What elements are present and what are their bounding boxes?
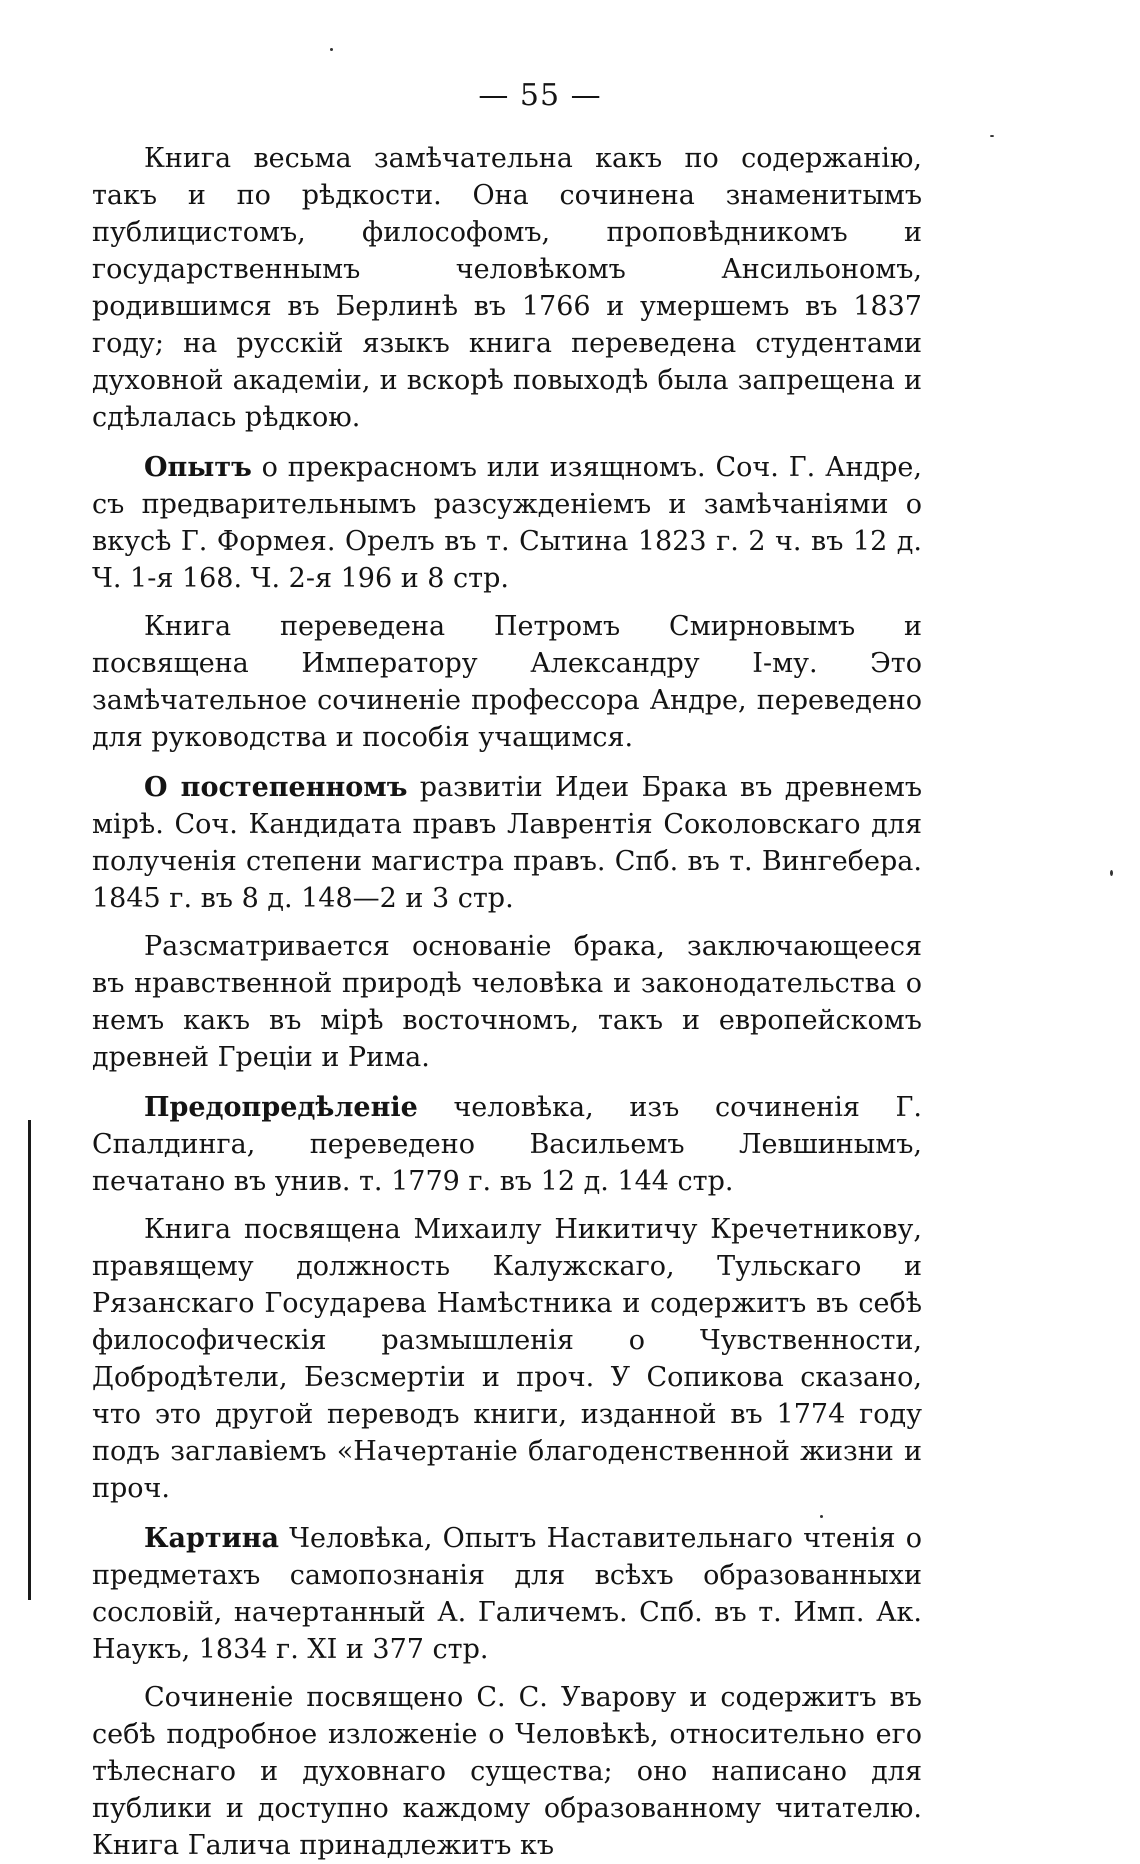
entry-predopredelenie: [92, 1089, 922, 1200]
scan-border-line: [28, 1120, 31, 1600]
entry-o-postepennom: [92, 769, 922, 917]
entry-title-lead: О постепенномъ: [144, 772, 408, 803]
entry-title-lead: Опытъ: [144, 452, 252, 483]
entry-kartina-cheloveka: [92, 1520, 922, 1668]
entry-title-lead: Картина: [144, 1523, 279, 1554]
paragraph-text: Книга переведена Петромъ Смирновымъ и посвящена Императору Александру I-му. Это замѣчательное сочиненіе профессора Андре, переведено для руководства и пособія учащимся.: [92, 611, 922, 753]
scan-speck: [1110, 870, 1113, 876]
page-number: — 55 —: [478, 78, 602, 113]
scan-speck: [330, 48, 333, 51]
entry-text: человѣка, изъ сочиненія Г. Спалдинга, переведено Васильемъ Левшинымъ, печатано въ унив. т. 1779 г. въ 12 д. 144 стр.: [92, 1092, 922, 1197]
paragraph-text: Книга посвящена Михаилу Никитичу Кречетникову, правящему должность Калужскаго, Тульскаго и Рязанскаго Государева Намѣстника и содержитъ въ себѣ философическія размышленія о Чувственности, Добродѣтели, Безсмертіи и проч. У Сопикова сказано, что это другой переводъ книги, изданной въ 1774 году подъ заглавіемъ «Начертаніе благоденственной жизни и проч.: [92, 1214, 922, 1504]
paragraph-andre-note: [92, 608, 922, 756]
paragraph-text: Разсматривается основаніе брака, заключающееся въ нравственной природѣ человѣка и законодательства о немъ какъ въ мірѣ восточномъ, такъ и европейскомъ древней Греціи и Рима.: [92, 931, 922, 1073]
scan-speck: [820, 1515, 823, 1518]
entry-title-lead: Предопредѣленіе: [144, 1092, 418, 1123]
entry-text: о прекрасномъ или изящномъ. Соч. Г. Андре, съ предварительнымъ разсужденіемъ и замѣчаніями о вкусѣ Г. Формея. Орелъ въ т. Сытина 1823 г. 2 ч. въ 12 д. Ч. 1-я 168. Ч. 2-я 196 и 8 стр.: [92, 452, 922, 594]
entry-text: Человѣка, Опытъ Наставительнаго чтенія о предметахъ самопознанія для всѣхъ образованныхи сословій, начертанный А. Галичемъ. Спб. въ т. Имп. Ак. Наукъ, 1834 г. XI и 377 стр.: [92, 1523, 922, 1665]
entry-opyt-o-prekrasnom: [92, 449, 922, 597]
paragraph-text: Сочиненіе посвящено С. С. Уварову и содержитъ въ себѣ подробное изложеніе о Человѣкѣ, относительно его тѣлеснаго и духовнаго существа; оно написано для публики и доступно каждому образованному читателю. Книга Галича принадлежитъ къ: [92, 1682, 922, 1861]
paragraph-uvarov-note: [92, 1679, 922, 1864]
entry-text: развитіи Идеи Брака въ древнемъ мірѣ. Соч. Кандидата правъ Лаврентія Соколовскаго для полученія степени магистра правъ. Спб. въ т. Вингебера. 1845 г. въ 8 д. 148—2 и 3 стр.: [92, 772, 922, 914]
paragraph-krechetnikov-note: [92, 1211, 922, 1507]
body-text: [92, 140, 922, 1864]
scan-speck: [990, 135, 994, 137]
paragraph-ancillon-note: [92, 140, 922, 436]
paragraph-brak-note: [92, 928, 922, 1076]
paragraph-text: Книга весьма замѣчательна какъ по содержанію, такъ и по рѣдкости. Она сочинена знаменитымъ публицистомъ, философомъ, проповѣдникомъ и государственнымъ человѣкомъ Ансильономъ, родившимся въ Берлинѣ въ 1766 и умершемъ въ 1837 году; на русскій языкъ книга переведена студентами духовной академіи, и вскорѣ повыходѣ была запрещена и сдѣлалась рѣдкою.: [92, 143, 922, 433]
